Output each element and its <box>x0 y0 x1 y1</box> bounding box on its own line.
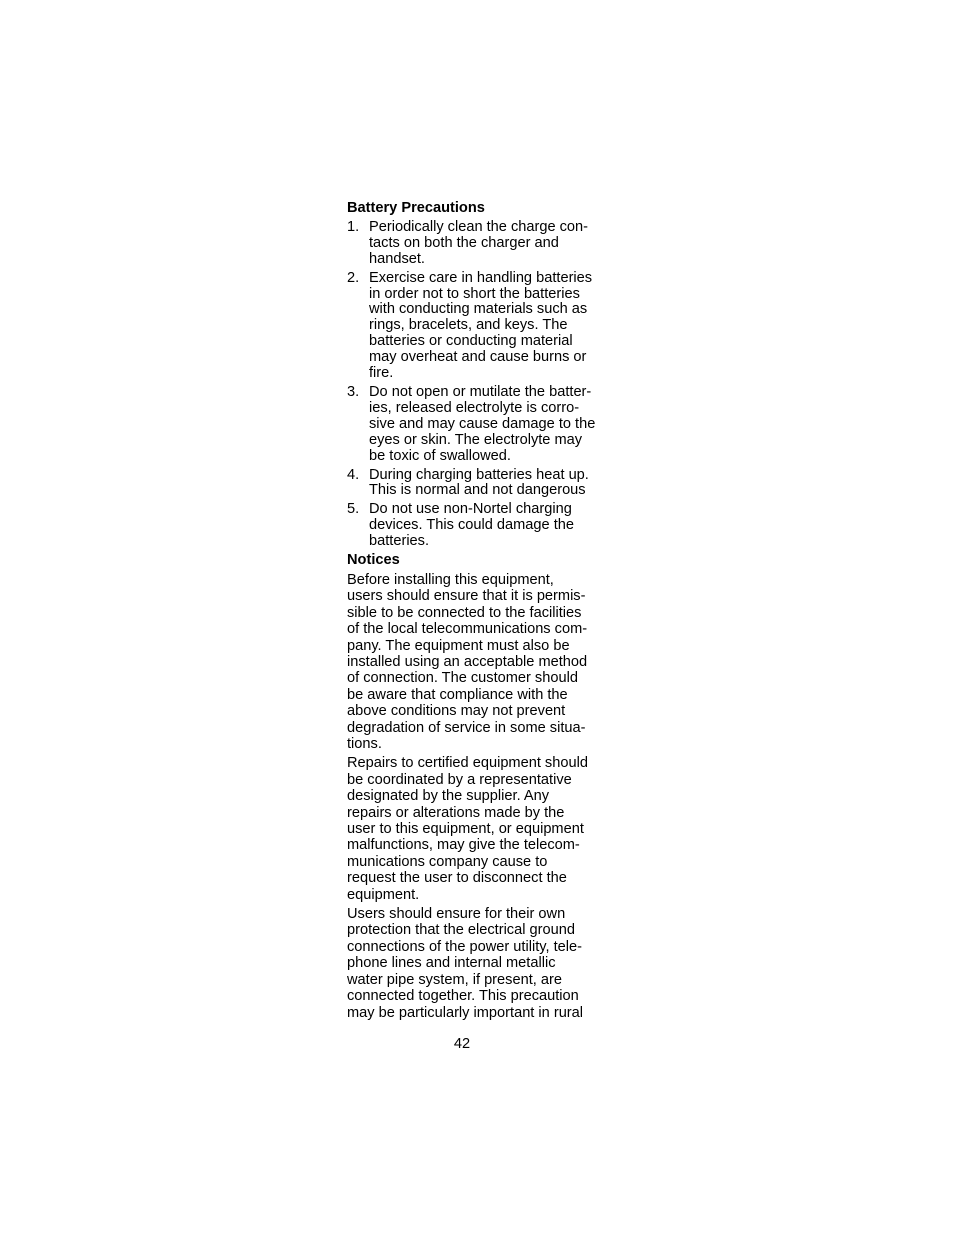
text-line: Periodically clean the charge con- <box>369 218 589 235</box>
text-line: with conducting materials such as <box>369 301 588 318</box>
text-line: user to this equipment, or equipment <box>347 821 584 838</box>
text-line: degradation of service in some situa- <box>347 719 586 736</box>
text-line: tions. <box>347 736 382 752</box>
text-line: be coordinated by a representative <box>347 771 572 788</box>
list-item-number: 3. <box>347 383 360 400</box>
text-line: Before installing this equipment, <box>347 571 554 588</box>
text-line: sible to be connected to the facilities <box>347 604 582 621</box>
text-line: above conditions may not prevent <box>347 703 566 720</box>
text-line: protection that the electrical ground <box>347 922 575 939</box>
text-line: be aware that compliance with the <box>347 686 568 703</box>
list-item-number: 4. <box>347 466 360 483</box>
text-line: Do not use non-Nortel charging <box>369 501 572 518</box>
text-line: fire. <box>369 365 394 382</box>
text-line: rings, bracelets, and keys. The <box>369 317 568 334</box>
notices-paragraph <box>347 572 609 752</box>
text-line: devices. This could damage the <box>369 517 574 534</box>
text-line: be toxic of swallowed. <box>369 447 511 464</box>
battery-precautions-list <box>347 220 609 550</box>
text-line: of the local telecommunications com- <box>347 621 588 638</box>
text-line: pany. The equipment must also be <box>347 637 570 654</box>
list-item-number: 1. <box>347 218 360 235</box>
text-line: repairs or alterations made by the <box>347 804 565 821</box>
page-content <box>347 201 609 1024</box>
text-line: water pipe system, if present, are <box>347 971 562 988</box>
text-line: connected together. This precaution <box>347 988 579 1005</box>
text-line: tacts on both the charger and <box>369 234 559 251</box>
text-line: of connection. The customer should <box>347 670 578 687</box>
text-line: Do not open or mutilate the batter- <box>369 383 592 400</box>
text-line: This is normal and not dangerous <box>369 482 586 499</box>
battery-precautions-heading: Battery Precautions <box>347 200 485 216</box>
text-line: connections of the power utility, tele- <box>347 938 582 955</box>
text-line: may be particularly important in rural <box>347 1004 584 1021</box>
list-item <box>347 468 609 500</box>
text-line: ies, released electrolyte is corro- <box>369 399 580 416</box>
list-item-number: 2. <box>347 269 360 286</box>
text-line: Users should ensure for their own <box>347 906 566 923</box>
text-line: munications company cause to <box>347 853 548 870</box>
notices-paragraph <box>347 755 609 903</box>
text-line: batteries. <box>369 533 430 550</box>
text-line: designated by the supplier. Any <box>347 788 550 805</box>
list-item <box>347 220 609 268</box>
list-item <box>347 502 609 550</box>
text-line: malfunctions, may give the telecom- <box>347 837 580 854</box>
text-line: users should ensure that it is permis- <box>347 588 586 605</box>
list-item-number: 5. <box>347 501 360 518</box>
text-line: may overheat and cause burns or <box>369 349 587 366</box>
text-line: request the user to disconnect the <box>347 870 567 887</box>
text-line: equipment. <box>347 886 420 903</box>
text-line: in order not to short the batteries <box>369 285 580 302</box>
text-line: eyes or skin. The electrolyte may <box>369 431 583 448</box>
text-line: phone lines and internal metallic <box>347 955 556 972</box>
text-line: sive and may cause damage to the <box>369 415 596 432</box>
text-line: Repairs to certified equipment should <box>347 755 588 772</box>
text-line: installed using an acceptable method <box>347 653 588 670</box>
text-line: Exercise care in handling batteries <box>369 269 593 286</box>
text-line: batteries or conducting material <box>369 333 573 350</box>
list-item <box>347 271 609 382</box>
page-number: 42 <box>453 1036 471 1052</box>
text-line: handset. <box>369 250 425 267</box>
notices-paragraph <box>347 906 609 1021</box>
text-line: During charging batteries heat up. <box>369 466 589 483</box>
list-item <box>347 385 609 465</box>
notices-heading: Notices <box>347 552 400 569</box>
